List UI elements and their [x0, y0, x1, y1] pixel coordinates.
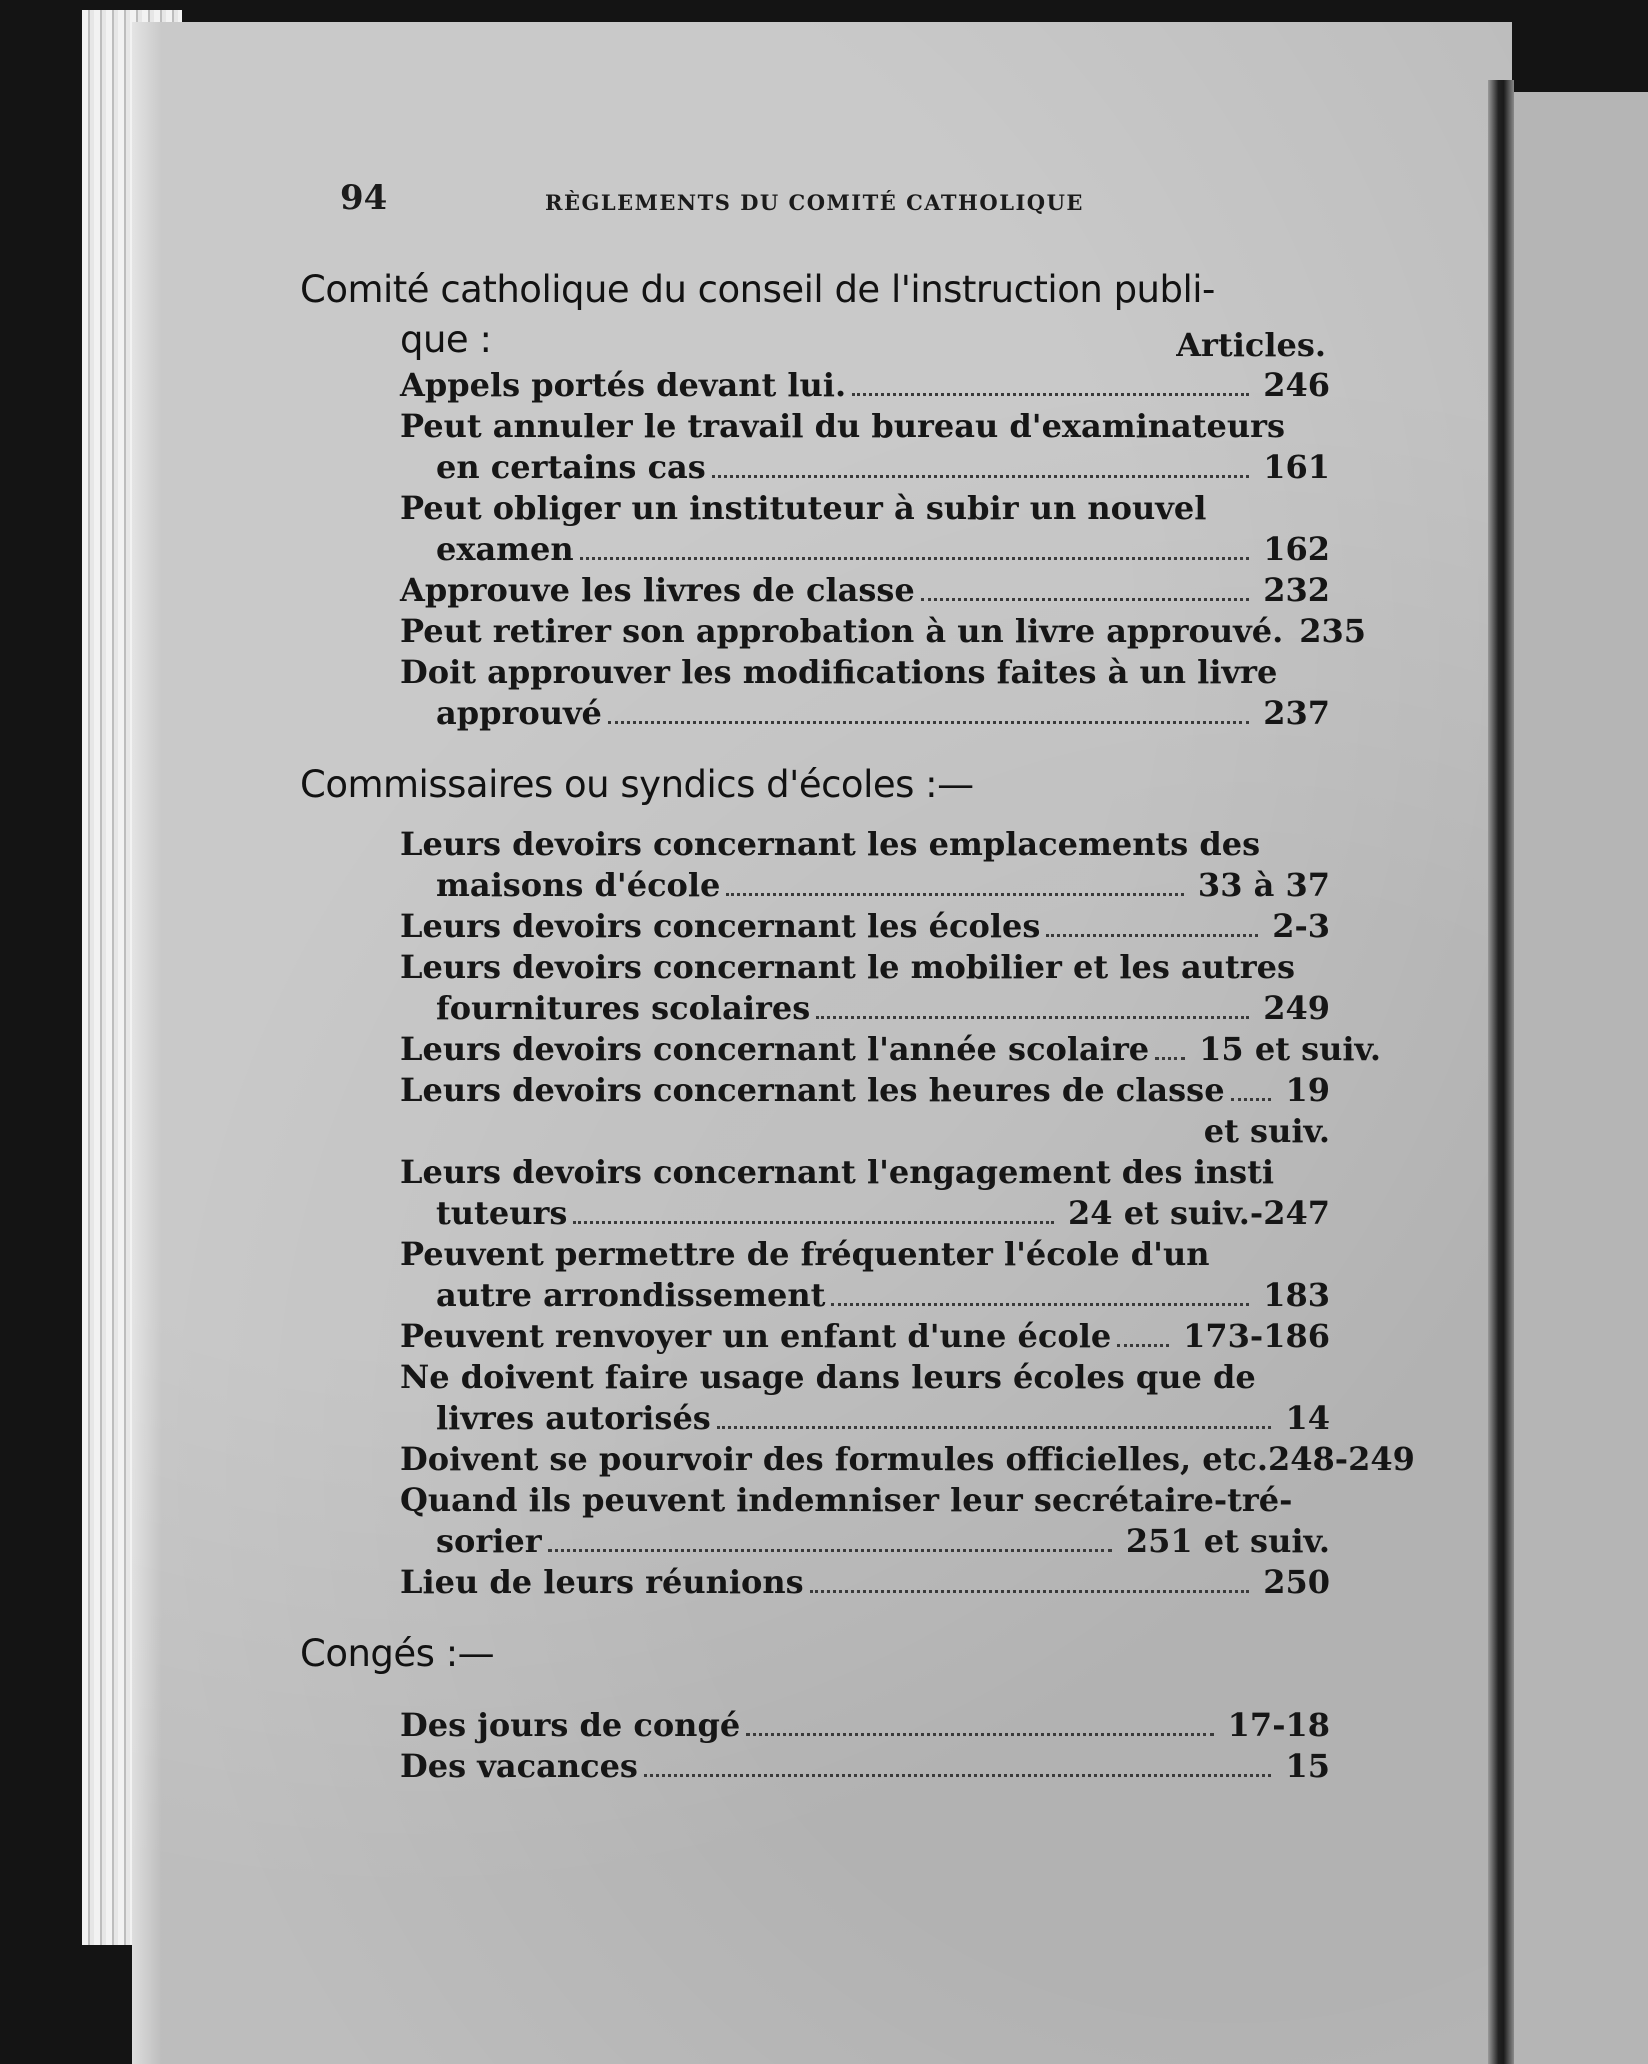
article-ref: 161: [1263, 448, 1330, 486]
entry-text: Leurs devoirs concernant les heures de classe: [400, 1071, 1225, 1109]
facing-page-edge: [1514, 92, 1648, 2064]
dot-leader: [852, 392, 1249, 396]
article-ref: 15: [1285, 1747, 1330, 1785]
entry-text: Approuve les livres de classe: [400, 571, 915, 609]
entry-text-continuation: sorier: [436, 1522, 542, 1560]
article-ref: 2-3: [1272, 907, 1330, 945]
index-section: [300, 265, 1367, 734]
index-entry: [300, 1705, 1330, 1746]
section-heading-continuation: que :: [400, 318, 492, 361]
section-heading-line: Comité catholique du conseil de l'instruction publi-: [300, 268, 1215, 311]
entry-text: Leurs devoirs concernant le mobilier et les autres: [400, 948, 1295, 986]
article-ref: 250: [1263, 1563, 1330, 1601]
article-ref: 14: [1285, 1399, 1330, 1437]
article-ref: 15 et suiv.: [1199, 1030, 1382, 1068]
index-entry: [300, 406, 1330, 488]
articles-column-label: Articles.: [1176, 326, 1326, 364]
article-ref: 183: [1263, 1276, 1330, 1314]
index-entry: [300, 570, 1330, 611]
entry-text-continuation: examen: [436, 530, 574, 568]
dot-leader: [608, 720, 1249, 724]
article-ref: 19: [1285, 1071, 1330, 1109]
entry-text: Leurs devoirs concernant les écoles: [400, 907, 1041, 945]
entry-text: Peut annuler le travail du bureau d'examinateurs: [400, 407, 1286, 445]
entry-text-continuation: tuteurs: [436, 1194, 568, 1232]
index-entry: [300, 611, 1367, 652]
article-ref: 33 à 37: [1197, 866, 1330, 904]
section-heading: Congés :—: [300, 1632, 495, 1675]
entry-text-continuation: approuvé: [436, 694, 602, 732]
entry-text: Peuvent permettre de fréquenter l'école d'un: [400, 1235, 1210, 1273]
entry-text: Doivent se pourvoir des formules officielles, etc.: [400, 1440, 1268, 1478]
index-entry: [300, 1316, 1330, 1357]
index-entry: [300, 365, 1330, 406]
running-title: RÈGLEMENTS DU COMITÉ CATHOLIQUE: [545, 190, 1084, 215]
index-entry: [300, 652, 1330, 734]
entry-text: Peut obliger un instituteur à subir un nouvel: [400, 489, 1207, 527]
dot-leader: [717, 1425, 1272, 1429]
index-entry: [300, 1480, 1330, 1562]
index-entry: [300, 1152, 1330, 1234]
dot-leader: [573, 1220, 1054, 1224]
entry-text: Leurs devoirs concernant l'engagement des insti: [400, 1153, 1275, 1191]
page-number: 94: [340, 178, 388, 218]
article-ref: 173-186: [1183, 1317, 1330, 1355]
dot-leader: [1231, 1097, 1272, 1101]
index-text: [300, 265, 1415, 1787]
entry-text-continuation: maisons d'école: [436, 866, 721, 904]
dot-leader: [726, 892, 1184, 896]
entry-text-continuation: fournitures scolaires: [436, 989, 811, 1027]
index-entry: [300, 1357, 1330, 1439]
index-entry: [300, 488, 1330, 570]
article-ref: 248-249: [1268, 1440, 1415, 1478]
dot-leader: [746, 1732, 1213, 1736]
article-ref-continuation: et suiv.: [1203, 1112, 1330, 1150]
index-entry: [300, 1070, 1330, 1152]
entry-text: Leurs devoirs concernant les emplacements des: [400, 825, 1261, 863]
dot-leader: [1155, 1056, 1185, 1060]
entry-text: Peuvent renvoyer un enfant d'une école: [400, 1317, 1112, 1355]
entry-text: Quand ils peuvent indemniser leur secrétaire-tré-: [400, 1481, 1293, 1519]
index-entry: [300, 1234, 1330, 1316]
article-ref: 246: [1263, 366, 1330, 404]
book-gutter: [1488, 80, 1514, 2064]
article-ref: 232: [1263, 571, 1330, 609]
index-section: [300, 760, 1415, 1603]
entry-text: Doit approuver les modifications faites à un livre: [400, 653, 1278, 691]
article-ref: 17-18: [1227, 1706, 1330, 1744]
dot-leader: [921, 597, 1249, 601]
dot-leader: [810, 1589, 1250, 1593]
index-entry: [300, 1029, 1382, 1070]
article-ref: 249: [1263, 989, 1330, 1027]
entry-text-continuation: en certains cas: [436, 448, 706, 486]
article-ref: 24 et suiv.-247: [1068, 1194, 1330, 1232]
index-section: [300, 1629, 1330, 1787]
article-ref: 162: [1263, 530, 1330, 568]
index-entry: [300, 824, 1330, 906]
index-entry: [300, 947, 1330, 1029]
entry-text: Appels portés devant lui.: [400, 366, 847, 404]
entry-text: Lieu de leurs réunions: [400, 1563, 804, 1601]
entry-text: Leurs devoirs concernant l'année scolaire: [400, 1030, 1150, 1068]
index-entry: [300, 1562, 1330, 1603]
article-ref: 237: [1263, 694, 1330, 732]
dot-leader: [712, 474, 1249, 478]
entry-text-continuation: autre arrondissement: [436, 1276, 826, 1314]
dot-leader: [831, 1302, 1249, 1306]
article-ref: 235: [1299, 612, 1367, 650]
dot-leader: [644, 1773, 1272, 1777]
index-entry: [300, 1746, 1330, 1787]
running-header: [340, 178, 1120, 228]
index-entry: [300, 1439, 1415, 1480]
entry-text: Des jours de congé: [400, 1706, 741, 1744]
article-ref: 251 et suiv.: [1125, 1522, 1330, 1560]
dot-leader: [548, 1548, 1112, 1552]
entry-text: Peut retirer son approbation à un livre approuvé.: [400, 612, 1284, 650]
dot-leader: [1046, 933, 1258, 937]
index-entry: [300, 906, 1330, 947]
entry-text-continuation: livres autorisés: [436, 1399, 711, 1437]
dot-leader: [816, 1015, 1249, 1019]
dot-leader: [1117, 1343, 1169, 1347]
entry-text: Des vacances: [400, 1747, 638, 1785]
section-heading: Commissaires ou syndics d'écoles :—: [300, 763, 974, 806]
page-highlight: [132, 22, 162, 2064]
dot-leader: [580, 556, 1250, 560]
entry-text: Ne doivent faire usage dans leurs écoles que de: [400, 1358, 1256, 1396]
